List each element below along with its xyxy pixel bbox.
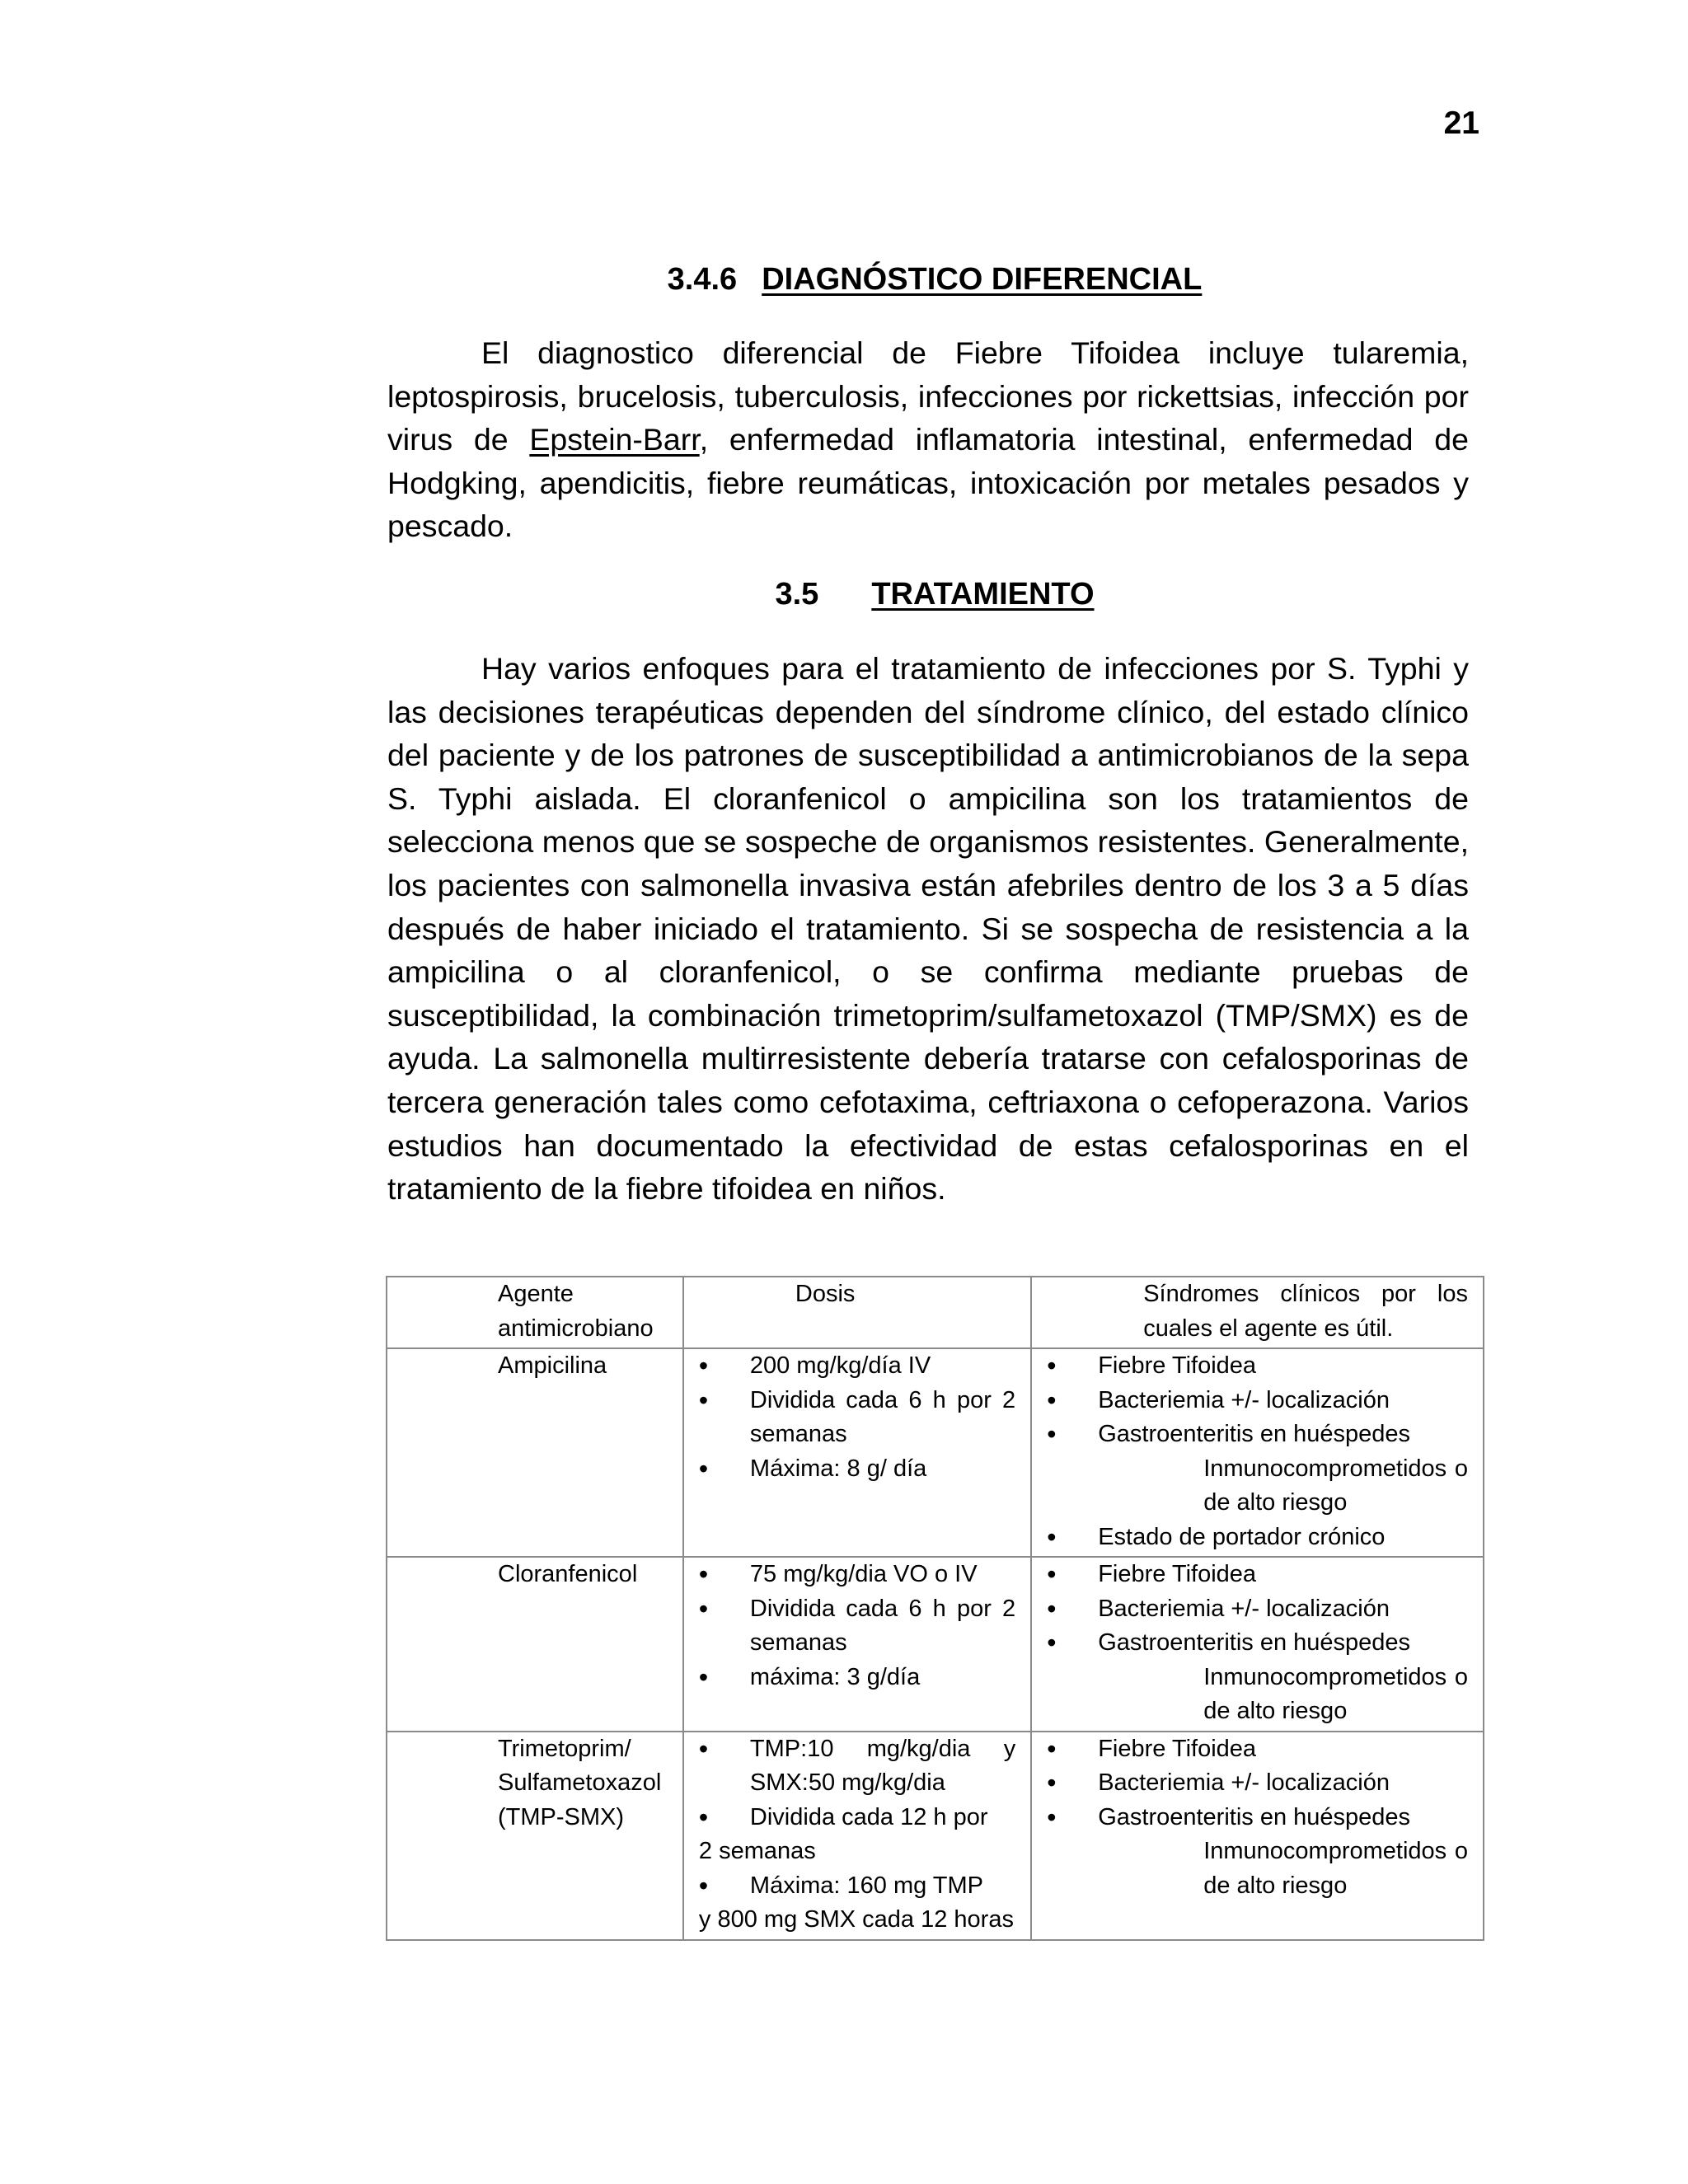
syndrome-text: Gastroenteritis en huéspedes <box>1098 1803 1411 1830</box>
syndrome-item <box>1047 1418 1468 1521</box>
agent-line: Trimetoprim/ <box>498 1735 631 1762</box>
dose-item: • Dividida cada 12 h por <box>699 1801 1015 1835</box>
syndrome-item: • Bacteriemia +/- localización <box>1047 1384 1468 1418</box>
dose-continuation: y 800 mg SMX cada 12 horas <box>698 1906 1014 1933</box>
dose-item: • Máxima: 160 mg TMP <box>699 1869 1015 1904</box>
syndrome-detail: Inmunocomprometidos o de alto riesgo <box>1203 1838 1468 1899</box>
syndrome-text: Gastroenteritis en huéspedes <box>1098 1629 1411 1656</box>
agent-line: Sulfametoxazol <box>498 1769 662 1796</box>
section-title: DIAGNÓSTICO DIFERENCIAL <box>762 262 1203 297</box>
table-row <box>387 1348 1484 1557</box>
dose-item: • TMP:10 mg/kg/dia y SMX:50 mg/kg/dia <box>699 1732 1015 1801</box>
syndrome-item <box>1047 1626 1468 1729</box>
agent-line: (TMP-SMX) <box>498 1803 625 1830</box>
section-number: 3.5 <box>775 577 819 612</box>
header-dose: Dosis <box>683 1277 1031 1348</box>
section-heading-tratamiento <box>91 577 1688 612</box>
header-agent: Agente antimicrobiano <box>387 1277 683 1348</box>
section-number: 3.4.6 <box>667 262 738 297</box>
dose-item: • máxima: 3 g/día <box>699 1661 1015 1695</box>
dose-item: • Dividida cada 6 h por 2 semanas <box>699 1592 1015 1661</box>
dose-cell <box>683 1557 1031 1732</box>
dose-item: • Dividida cada 6 h por 2 semanas <box>699 1384 1015 1452</box>
agent-cell: Cloranfenicol <box>387 1557 683 1732</box>
syndrome-item: • Fiebre Tifoidea <box>1047 1732 1468 1767</box>
section-heading-diagnostico <box>91 262 1688 298</box>
epstein-barr-link[interactable]: Epstein-Barr <box>529 422 700 457</box>
syndromes-cell <box>1031 1557 1484 1732</box>
dose-cell <box>683 1732 1031 1940</box>
syndrome-item <box>1047 1801 1468 1904</box>
syndrome-item: • Fiebre Tifoidea <box>1047 1558 1468 1592</box>
syndrome-item: • Bacteriemia +/- localización <box>1047 1766 1468 1801</box>
agent-cell <box>387 1732 683 1940</box>
table-row <box>387 1557 1484 1732</box>
syndrome-item: • Fiebre Tifoidea <box>1047 1349 1468 1384</box>
syndrome-item: • Estado de portador crónico <box>1047 1521 1468 1555</box>
dose-item: • 75 mg/kg/dia VO o IV <box>699 1558 1015 1592</box>
syndrome-detail: Inmunocomprometidos o de alto riesgo <box>1203 1455 1468 1516</box>
header-syndromes: Síndromes clínicos por los cuales el agente es útil. <box>1031 1277 1484 1348</box>
syndromes-cell <box>1031 1348 1484 1557</box>
antimicrobial-table <box>386 1276 1484 1941</box>
table-header-row <box>387 1277 1484 1348</box>
table-row <box>387 1732 1484 1940</box>
syndrome-text: Gastroenteritis en huéspedes <box>1098 1421 1411 1447</box>
syndrome-item: • Bacteriemia +/- localización <box>1047 1592 1468 1627</box>
paragraph-text: Hay varios enfoques para el tratamiento de infecciones por S. Typhi y las decisiones terapéuticas dependen del síndrome clínico, del estado clínico del paciente y de los patrones de susceptibilidad a antimicrobianos de la sepa S. Typhi aislada. El cloranfenicol o ampicilina son los tratamientos de selecciona menos que se sospeche de organismos resistentes. Generalmente, los pacientes con salmonella invasiva están afebriles dentro de los 3 a 5 días después de haber iniciado el tratamiento. Si se sospecha de resistencia a la ampicilina o al cloranfenicol, o se confirma mediante pruebas de susceptibilidad, la combinación trimetoprim/sulfametoxazol (TMP/SMX) es de ayuda. La salmonella multirresistente debería tratarse con cefalosporinas de tercera generación tales como cefotaxima, ceftriaxona o cefoperazona. Varios estudios han documentado la efectividad de estas cefalosporinas en el tratamiento de la fiebre tifoidea en niños. <box>387 651 1469 1207</box>
agent-cell: Ampicilina <box>387 1348 683 1557</box>
dose-continuation: 2 semanas <box>698 1838 816 1864</box>
tratamiento-paragraph <box>387 647 1469 1211</box>
syndromes-cell <box>1031 1732 1484 1940</box>
dose-item: • Máxima: 8 g/ día <box>699 1452 1015 1487</box>
dose-cell <box>683 1348 1031 1557</box>
dose-item: • 200 mg/kg/día IV <box>699 1349 1015 1384</box>
paragraph-text: , enfermedad inflamatoria intestinal, enfermedad de Hodgking, apendicitis, fiebre reumáticas, intoxicación por metales pesados y pescado. <box>387 422 1469 544</box>
page-number: 21 <box>1443 105 1479 141</box>
section-title: TRATAMIENTO <box>871 577 1095 612</box>
diagnostico-paragraph <box>387 331 1469 548</box>
paragraph-text: El diagnostico diferencial de Fiebre Tifoidea incluye tularemia, leptospirosis, brucelosis, tuberculosis, infecciones por rickettsias, infección por virus de <box>387 335 1469 457</box>
syndrome-detail: Inmunocomprometidos o de alto riesgo <box>1203 1663 1468 1724</box>
